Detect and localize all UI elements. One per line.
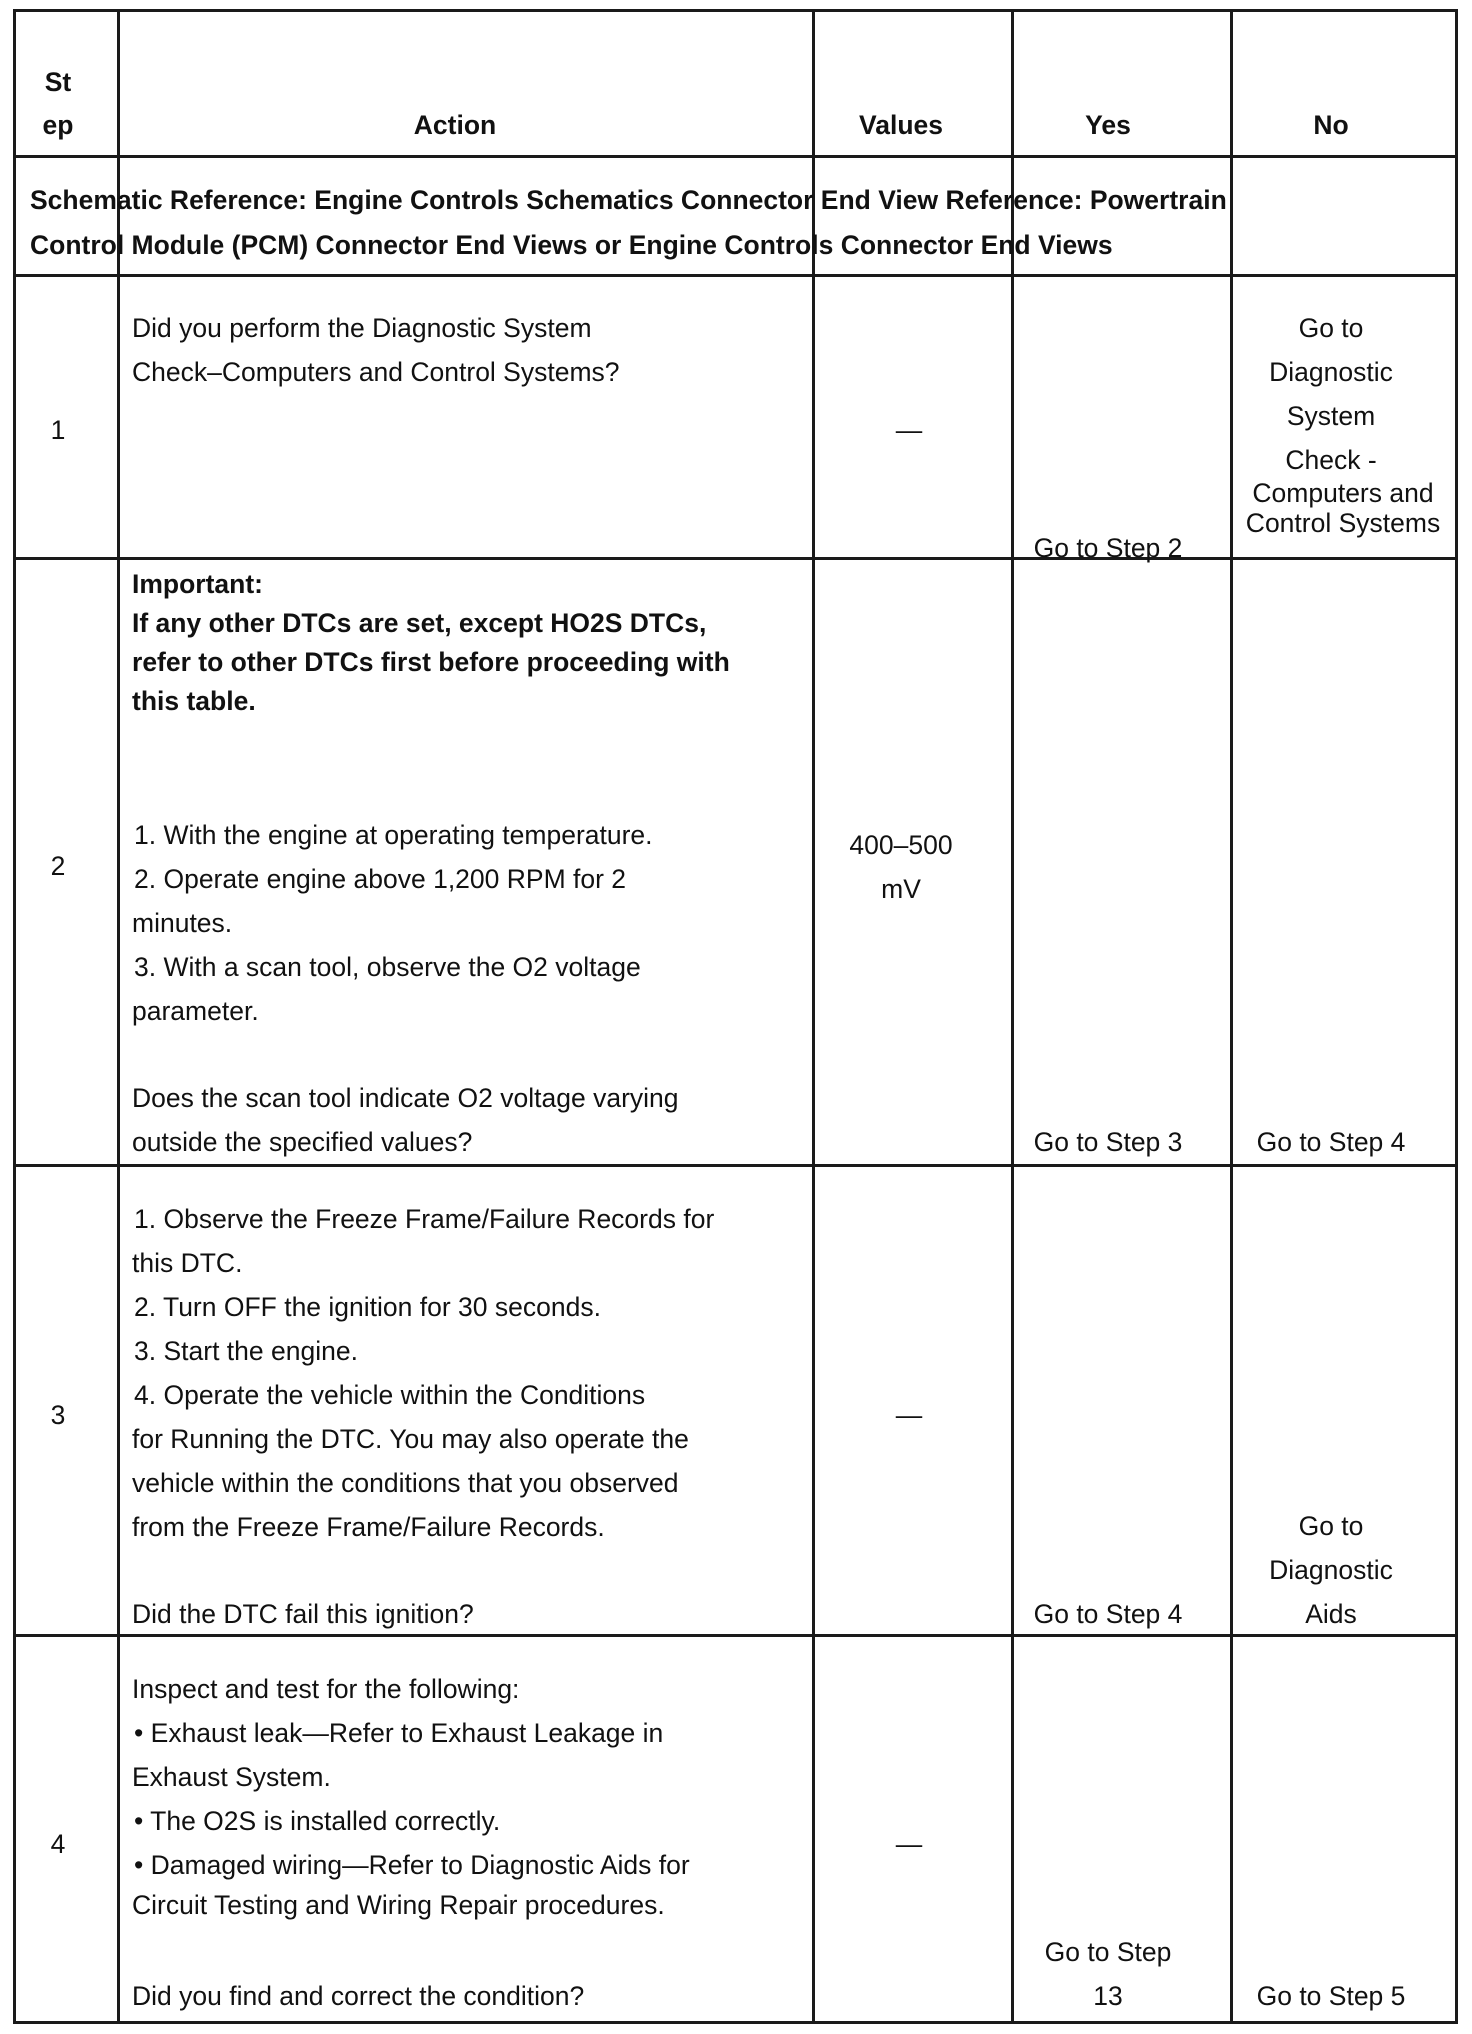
action-line: from the Freeze Frame/Failure Records. [132,1512,605,1542]
question-line: Did you find and correct the condition? [132,1981,585,2011]
no-result-line: Go to [1298,1511,1364,1541]
step-number: 2 [50,851,66,881]
yes-result: Go to Step 3 [1033,1127,1183,1157]
action-line: Circuit Testing and Wiring Repair procedures. [132,1890,665,1920]
action-line: 1. Observe the Freeze Frame/Failure Records for [134,1204,715,1234]
yes-result-line: Go to Step [1044,1937,1172,1967]
step-number: 3 [50,1400,66,1430]
header-no: No [1313,110,1349,140]
value-line: mV [881,874,921,904]
row-divider [16,274,1455,277]
action-line: 4. Operate the vehicle within the Conditions [134,1380,646,1410]
question-line: Did the DTC fail this ignition? [132,1599,474,1629]
value-text: — [895,1829,923,1859]
header-step-line: St [44,67,72,97]
header-action: Action [413,110,497,140]
yes-result: Go to Step 2 [1033,533,1183,563]
row-divider [16,557,1455,560]
diagnostic-table [13,9,1458,2024]
action-line: Did you perform the Diagnostic System [132,313,592,343]
question-line: outside the specified values? [132,1127,473,1157]
yes-result: Go to Step 4 [1033,1599,1183,1629]
no-result: Go to Step 5 [1256,1981,1406,2011]
value-text: — [895,415,923,445]
column-divider [1011,12,1014,2021]
action-line: 2. Turn OFF the ignition for 30 seconds. [134,1292,601,1322]
important-note-line: If any other DTCs are set, except HO2S DTCs, [132,608,707,638]
column-divider [1230,12,1233,2021]
no-result-line: System [1286,401,1376,431]
no-result-line: Diagnostic [1269,1555,1393,1585]
action-line: for Running the DTC. You may also operate the [132,1424,689,1454]
action-line: Check–Computers and Control Systems? [132,357,620,387]
row-divider [16,155,1455,158]
action-line: Inspect and test for the following: [132,1674,520,1704]
no-result: Go to Step 4 [1256,1127,1406,1157]
no-result-line: Diagnostic [1269,357,1393,387]
important-note-line: refer to other DTCs first before proceeding with [132,647,730,677]
action-line: • Damaged wiring—Refer to Diagnostic Aids for [134,1850,690,1880]
column-divider [812,12,815,2021]
header-step-line: ep [42,110,74,140]
action-line: • Exhaust leak—Refer to Exhaust Leakage in [134,1718,664,1748]
question-line: Does the scan tool indicate O2 voltage varying [132,1083,679,1113]
action-line: Exhaust System. [132,1762,331,1792]
action-line: 1. With the engine at operating temperature. [134,820,653,850]
action-line: this DTC. [132,1248,243,1278]
column-divider [117,12,120,2021]
yes-result-line: 13 [1093,1981,1123,2011]
action-line: 2. Operate engine above 1,200 RPM for 2 [134,864,627,894]
no-result-line: Go to [1298,313,1364,343]
no-result-line: Control Systems [1245,508,1441,538]
important-note-line: this table. [132,686,256,716]
action-line: minutes. [132,908,233,938]
header-values: Values [859,110,943,140]
value-text: — [895,1400,923,1430]
action-line: • The O2S is installed correctly. [134,1806,501,1836]
action-line: parameter. [132,996,259,1026]
step-number: 4 [50,1829,66,1859]
value-line: 400–500 [849,830,953,860]
action-line: 3. Start the engine. [134,1336,358,1366]
no-result-line: Check - [1285,445,1377,475]
no-result-line: Computers and [1252,478,1434,508]
step-number: 1 [50,415,66,445]
action-line: 3. With a scan tool, observe the O2 voltage [134,952,641,982]
schematic-reference-line: Schematic Reference: Engine Controls Schematics Connector End View Reference: Powertrain [30,185,1227,215]
no-result-line: Aids [1305,1599,1357,1629]
action-line: vehicle within the conditions that you observed [132,1468,679,1498]
header-yes: Yes [1085,110,1131,140]
important-note-line: Important: [132,569,264,599]
schematic-reference-line: Control Module (PCM) Connector End Views or Engine Controls Connector End Views [30,230,1113,260]
row-divider [16,1164,1455,1167]
